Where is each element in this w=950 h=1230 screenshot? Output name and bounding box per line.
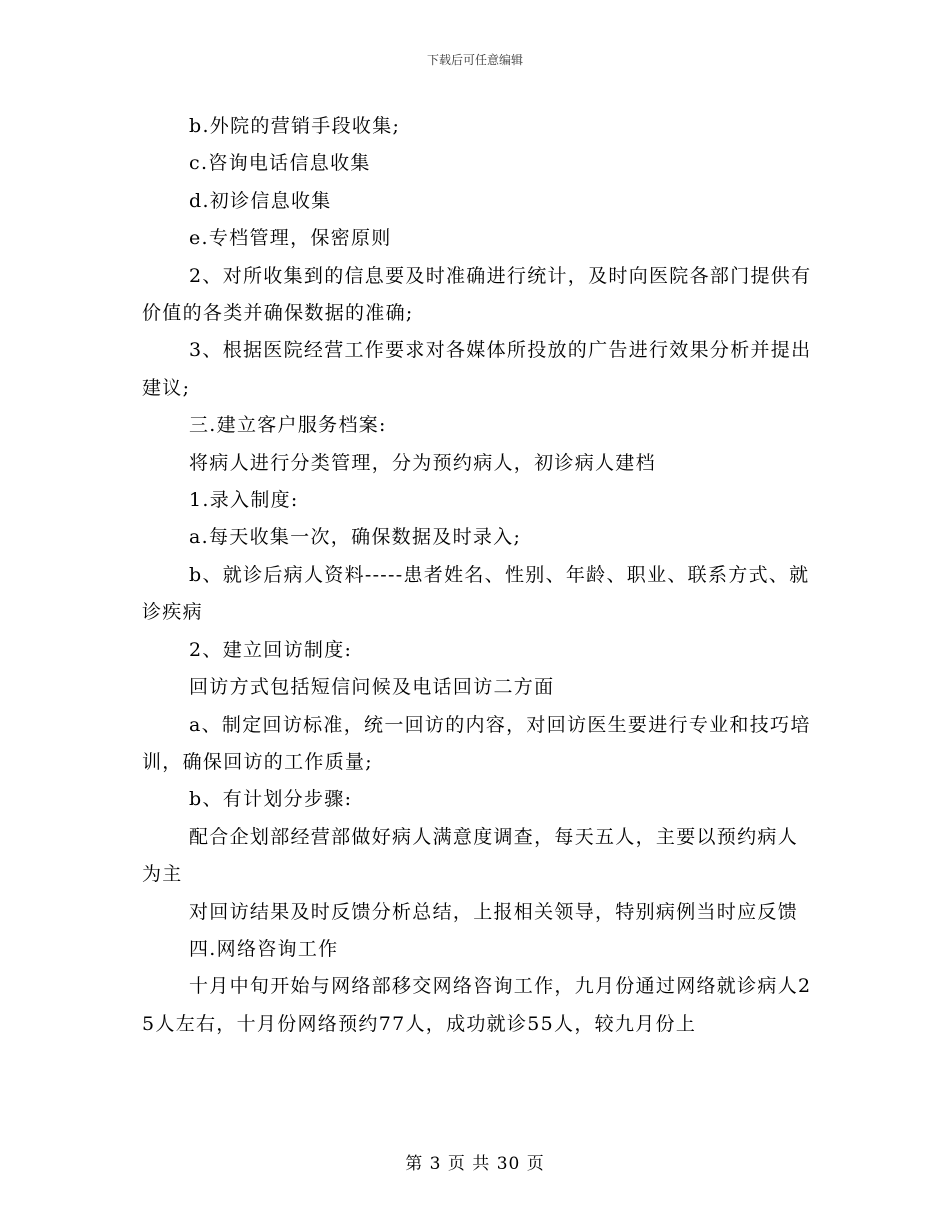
paragraph: 2、建立回访制度: bbox=[189, 638, 353, 661]
paragraph: 回访方式包括短信问候及电话回访二方面 bbox=[189, 676, 555, 699]
paragraph: d.初诊信息收集 bbox=[189, 189, 332, 212]
section-heading: 四.网络咨询工作 bbox=[189, 937, 339, 960]
paragraph: b、有计划分步骤: bbox=[189, 788, 353, 811]
paragraph: b、就诊后病人资料-----患者姓名、性别、年龄、职业、联系方式、就诊疾病 bbox=[142, 563, 810, 624]
paragraph: 将病人进行分类管理，分为预约病人，初诊病人建档 bbox=[189, 451, 656, 474]
paragraph: 对回访结果及时反馈分析总结，上报相关领导，特别病例当时应反馈 bbox=[189, 900, 799, 923]
paragraph: e.专档管理，保密原则 bbox=[189, 227, 392, 250]
document-body bbox=[142, 108, 814, 1043]
section-heading: 三.建立客户服务档案: bbox=[189, 414, 387, 437]
paragraph: b.外院的营销手段收集; bbox=[189, 115, 401, 137]
paragraph: 十月中旬开始与网络部移交网络咨询工作，九月份通过网络就诊病人25人左右，十月份网络预约77人，成功就诊55人，较九月份上 bbox=[142, 975, 812, 1035]
paragraph: 1.录入制度: bbox=[189, 489, 299, 512]
paragraph: 3、根据医院经营工作要求对各媒体所投放的广告进行效果分析并提出建议; bbox=[142, 339, 812, 399]
paragraph: a.每天收集一次，确保数据及时录入; bbox=[189, 526, 522, 549]
page-number: 第 3 页 共 30 页 bbox=[405, 1154, 545, 1174]
paragraph: a、制定回访标准，统一回访的内容，对回访医生要进行专业和技巧培训，确保回访的工作质量; bbox=[142, 713, 811, 773]
page-header-note: 下载后可任意编辑 bbox=[426, 53, 523, 67]
paragraph: 配合企划部经营部做好病人满意度调查，每天五人，主要以预约病人为主 bbox=[142, 825, 799, 886]
paragraph: c.咨询电话信息收集 bbox=[189, 152, 371, 175]
paragraph: 2、对所收集到的信息要及时准确进行统计，及时向医院各部门提供有价值的各类并确保数据的准确; bbox=[142, 264, 812, 325]
